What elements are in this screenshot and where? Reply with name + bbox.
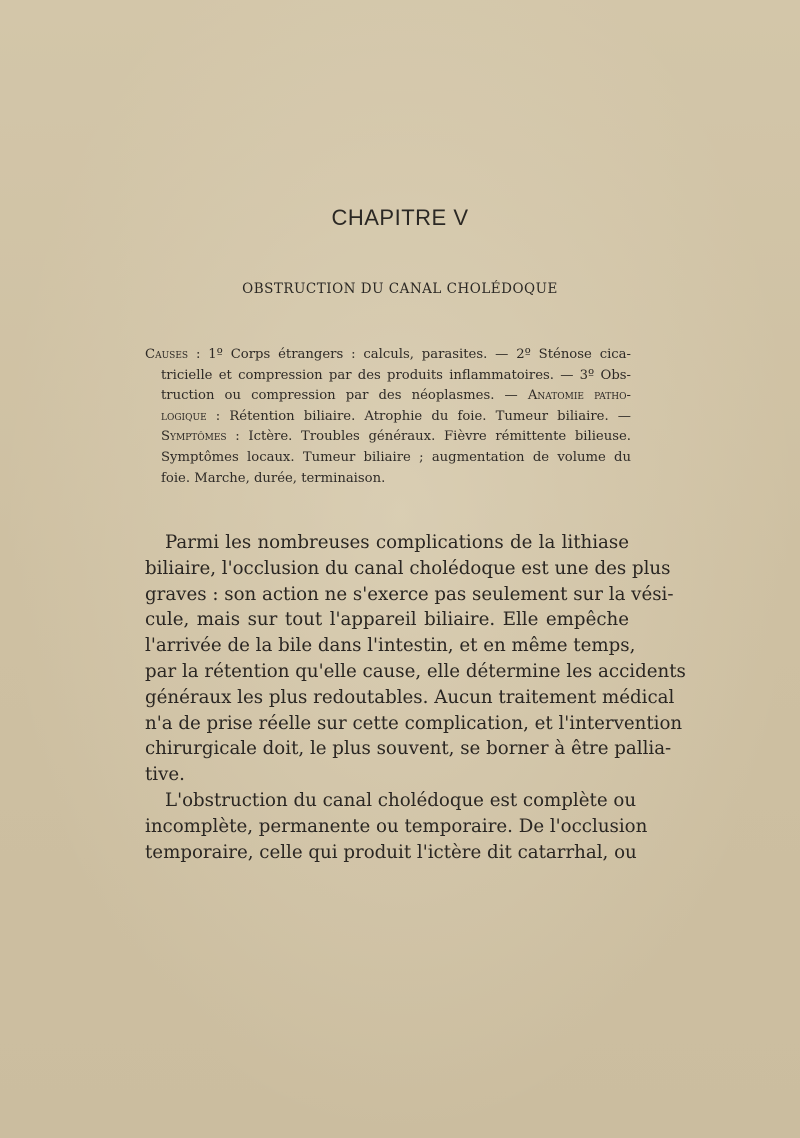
summary-line xyxy=(145,448,631,469)
text-line: généraux les plus redoutables. Aucun traitement médical xyxy=(145,686,675,708)
body-text xyxy=(145,530,686,865)
text-line: graves : son action ne s'exerce pas seulement sur la vési- xyxy=(145,583,674,605)
summary-text: : Rétention biliaire. Atrophie du foie. Tumeur biliaire. — xyxy=(206,408,631,424)
summary-heading: Symptômes xyxy=(161,429,227,445)
text-line: L'obstruction du canal cholédoque est complète ou xyxy=(165,789,637,811)
summary-line xyxy=(145,345,631,366)
text-line: par la rétention qu'elle cause, elle détermine les accidents xyxy=(145,660,686,682)
summary-line xyxy=(145,386,631,407)
text-line: biliaire, l'occlusion du canal cholédoque est une des plus xyxy=(145,557,671,579)
summary-line xyxy=(145,407,631,428)
summary-line xyxy=(145,469,631,490)
text-line: chirurgicale doit, le plus souvent, se borner à être pallia- xyxy=(145,738,672,760)
summary-line xyxy=(145,427,631,448)
summary-text: foie. Marche, durée, terminaison. xyxy=(161,470,386,486)
summary-line xyxy=(145,366,631,387)
summary-heading: Causes xyxy=(145,347,189,362)
summary-text: : Ictère. Troubles généraux. Fièvre rémittente bilieuse. xyxy=(226,429,631,445)
summary-text: : 1º Corps étrangers : calculs, parasites. — 2º Sténose cica- xyxy=(188,347,631,362)
text-line: cule, mais sur tout l'appareil biliaire. Elle empêche xyxy=(145,609,629,631)
text-line: n'a de prise réelle sur cette complication, et l'intervention xyxy=(145,712,683,734)
text-line: incomplète, permanente ou temporaire. De l'occlusion xyxy=(145,815,648,837)
text-line: temporaire, celle qui produit l'ictère dit catarrhal, ou xyxy=(145,841,637,863)
summary-text: tricielle et compression par des produits inflammatoires. — 3º Obs- xyxy=(161,367,631,383)
paragraph xyxy=(145,788,648,865)
chapter-title: CHAPITRE V xyxy=(331,205,469,230)
text-line: tive. xyxy=(145,764,185,786)
summary-text: Symptômes locaux. Tumeur biliaire ; augmentation de volume du xyxy=(161,449,631,465)
summary-heading: logique xyxy=(161,408,207,424)
chapter-summary xyxy=(145,345,631,489)
summary-heading: Anatomie patho- xyxy=(527,388,631,404)
chapter-subtitle: OBSTRUCTION DU CANAL CHOLÉDOQUE xyxy=(242,281,558,297)
text-line: l'arrivée de la bile dans l'intestin, et en même temps, xyxy=(145,635,636,657)
paragraph xyxy=(145,530,686,788)
text-line: Parmi les nombreuses complications de la lithiase xyxy=(165,532,629,553)
summary-text: truction ou compression par des néoplasmes. — xyxy=(161,388,528,404)
